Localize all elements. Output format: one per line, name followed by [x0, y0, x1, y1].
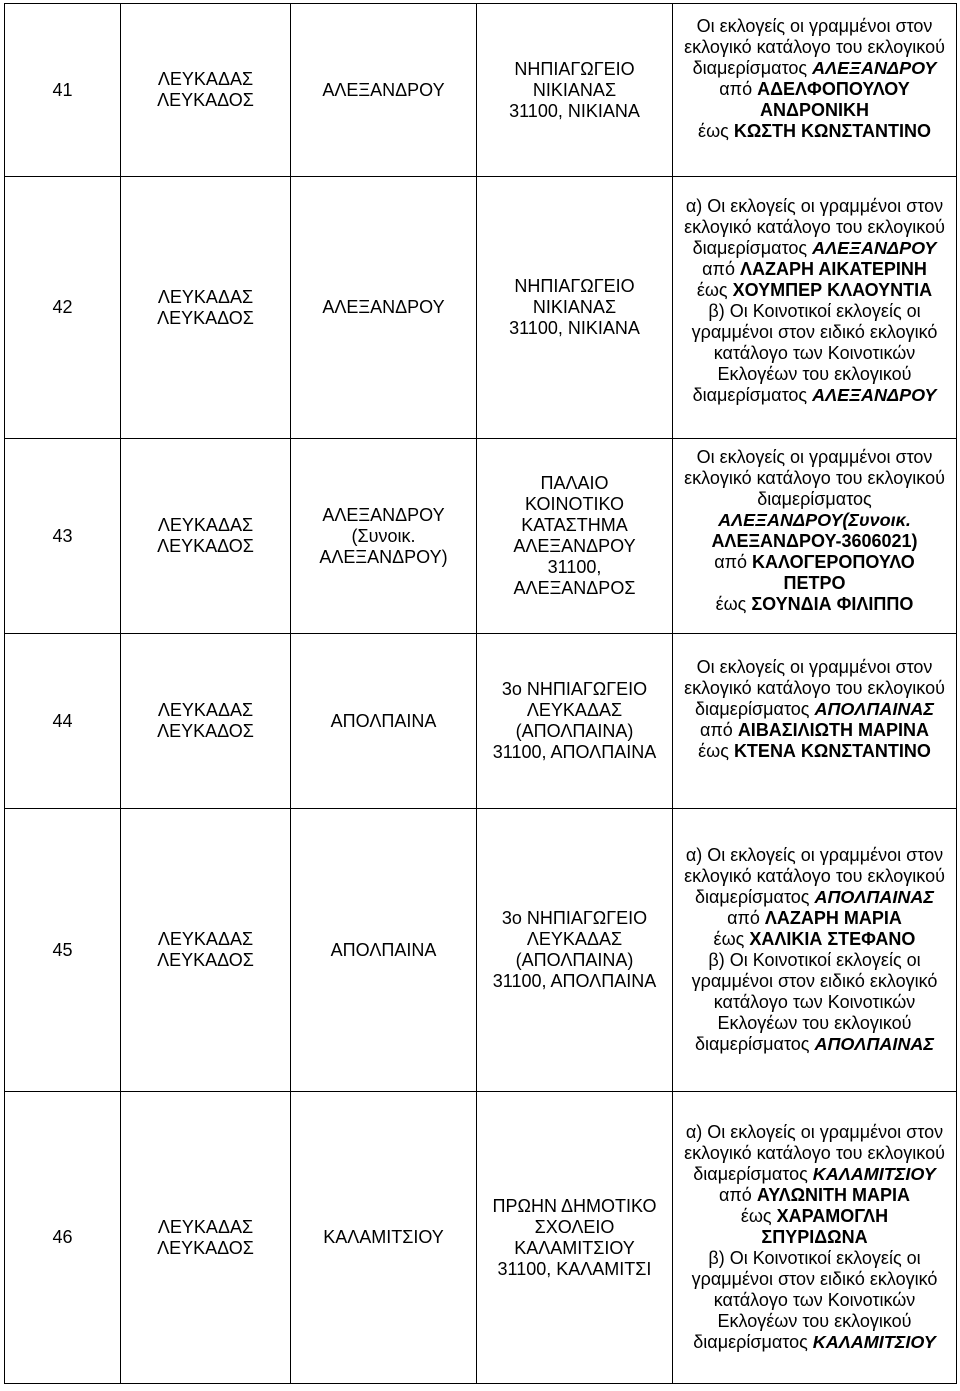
prefecture-cell — [121, 809, 291, 1092]
polling-station-cell — [477, 634, 673, 809]
voters-line — [675, 594, 954, 615]
section-number: 46 — [52, 1227, 73, 1247]
voters-line: Εκλογέων του εκλογικού — [717, 1311, 912, 1331]
polling-station-line: ΣΧΟΛΕΙΟ — [534, 1216, 615, 1237]
voters-text: από — [727, 908, 760, 928]
prefecture-line: ΛΕΥΚΑΔΑΣ — [157, 700, 254, 720]
voters-line — [675, 929, 954, 950]
voters-line: εκλογικό κατάλογο του εκλογικού — [684, 678, 945, 698]
prefecture-line: ΛΕΥΚΑΔΟΣ — [157, 307, 254, 328]
polling-station-line: ΑΛΕΞΑΝΔΡΟΣ — [513, 578, 636, 598]
section-number: 45 — [52, 939, 73, 960]
voters-line: κατάλογο των Κοινοτικών — [713, 342, 916, 363]
prefecture-line: ΛΕΥΚΑΔΟΣ — [157, 536, 254, 556]
section-number: 44 — [52, 710, 73, 731]
municipal-section-line: ΑΠΟΛΠΑΙΝΑ — [330, 939, 437, 960]
polling-station-line: ΝΗΠΙΑΓΩΓΕΙΟ — [514, 58, 635, 79]
voters-line — [675, 887, 954, 908]
voters-line: εκλογικό κατάλογο του εκλογικού — [684, 37, 945, 57]
prefecture-line: ΛΕΥΚΑΔΟΣ — [157, 950, 254, 970]
section-number-cell — [5, 809, 121, 1092]
voter-name: ΑΝΔΡΟΝΙΚΗ — [760, 100, 869, 120]
voter-name: ΛΑΖΑΡΗ ΑΙΚΑΤΕΡΙΝΗ — [740, 258, 927, 279]
voter-name: ΧΑΛΙΚΙΑ ΣΤΕΦΑΝΟ — [749, 929, 916, 949]
prefecture-cell — [121, 1092, 291, 1384]
polling-stations-table — [4, 3, 957, 1384]
voters-text: διαμερίσματος — [695, 699, 810, 719]
municipal-section-cell — [291, 634, 477, 809]
polling-station-cell — [477, 1092, 673, 1384]
municipal-section-line: ΑΛΕΞΑΝΔΡΟΥ) — [319, 546, 448, 567]
voters-line: α) Οι εκλογείς οι γραμμένοι στον — [685, 1122, 944, 1142]
voters-cell — [673, 809, 957, 1092]
polling-station-line: ΚΑΤΑΣΤΗΜΑ — [521, 515, 628, 535]
voters-text: από — [718, 1185, 752, 1205]
voters-line — [675, 699, 954, 720]
voter-name: ΑΙΒΑΣΙΛΙΩΤΗ ΜΑΡΙΝΑ — [737, 720, 930, 740]
voters-line — [675, 1332, 954, 1353]
voter-name: ΣΠΥΡΙΔΩΝΑ — [761, 1227, 868, 1247]
voters-text: έως — [698, 121, 729, 141]
prefecture-line: ΛΕΥΚΑΔΑΣ — [157, 515, 254, 535]
municipal-section-cell — [291, 177, 477, 439]
polling-station-line: 3ο ΝΗΠΙΑΓΩΓΕΙΟ — [501, 908, 648, 928]
voters-line: Οι εκλογείς οι γραμμένοι στον — [696, 657, 933, 677]
polling-station-line: 31100, ΑΠΟΛΠΑΙΝΑ — [492, 742, 657, 762]
polling-station-line: ΝΙΚΙΑΝΑΣ — [532, 79, 617, 100]
polling-station-cell — [477, 809, 673, 1092]
voters-line — [675, 1185, 954, 1206]
section-number-cell — [5, 1092, 121, 1384]
table-row — [5, 634, 957, 809]
polling-station-line: ΑΛΕΞΑΝΔΡΟΥ — [513, 536, 636, 556]
voters-line: εκλογικό κατάλογο του εκλογικού — [684, 216, 945, 237]
voters-line — [675, 552, 954, 573]
voters-line: Εκλογέων του εκλογικού — [717, 1013, 912, 1033]
voter-name: ΑΥΛΩΝΙΤΗ ΜΑΡΙΑ — [756, 1185, 911, 1205]
voter-name: ΚΑΛΟΓΕΡΟΠΟΥΛΟ — [752, 552, 915, 572]
voter-name: ΠΕΤΡΟ — [783, 573, 846, 593]
section-number: 42 — [52, 297, 73, 317]
municipal-section-cell — [291, 809, 477, 1092]
voters-line: γραμμένοι στον ειδικό εκλογικό — [691, 1269, 938, 1289]
polling-station-line: ΠΡΩΗΝ ΔΗΜΟΤΙΚΟ — [492, 1195, 657, 1216]
prefecture-cell — [121, 177, 291, 439]
prefecture-line: ΛΕΥΚΑΔΟΣ — [157, 721, 254, 741]
voters-text: διαμερίσματος — [692, 237, 808, 258]
voters-line — [675, 908, 954, 929]
municipal-section-line: (Συνοικ. — [351, 525, 416, 546]
voters-line — [675, 58, 954, 79]
voter-name: ΛΑΖΑΡΗ ΜΑΡΙΑ — [764, 908, 902, 928]
municipal-section-line: ΑΛΕΞΑΝΔΡΟΥ — [322, 79, 445, 100]
municipal-section-cell — [291, 439, 477, 634]
table-row — [5, 1092, 957, 1384]
polling-station-line: ΚΟΙΝΟΤΙΚΟ — [525, 494, 624, 514]
prefecture-cell — [121, 634, 291, 809]
voters-line: κατάλογο των Κοινοτικών — [713, 992, 916, 1012]
voters-line: α) Οι εκλογείς οι γραμμένοι στον — [685, 195, 944, 216]
polling-station-line: (ΑΠΟΛΠΑΙΝΑ) — [515, 721, 634, 741]
section-name: ΑΠΟΛΠΑΙΝΑΣ — [814, 887, 934, 907]
voters-line: εκλογικό κατάλογο του εκλογικού — [684, 866, 945, 886]
voters-cell — [673, 439, 957, 634]
voters-cell — [673, 4, 957, 177]
polling-station-line: ΠΑΛΑΙΟ — [540, 473, 609, 493]
polling-station-line: ΝΗΠΙΑΓΩΓΕΙΟ — [514, 276, 635, 296]
section-name: ΑΛΕΞΑΝΔΡΟΥ(Συνοικ. — [718, 510, 911, 530]
polling-station-cell — [477, 4, 673, 177]
voters-line — [675, 741, 954, 762]
voter-name: ΧΟΥΜΠΕΡ ΚΛΑΟΥΝΤΙΑ — [732, 279, 933, 300]
voters-text: έως — [713, 929, 745, 949]
voters-line: β) Οι Κοινοτικοί εκλογείς οι — [708, 300, 921, 321]
prefecture-line: ΛΕΥΚΑΔΟΣ — [157, 90, 254, 110]
polling-station-cell — [477, 439, 673, 634]
voters-text: διαμερίσματος — [695, 887, 810, 907]
voters-line: γραμμένοι στον ειδικό εκλογικό — [691, 321, 938, 342]
voters-line — [675, 1206, 954, 1227]
voters-text: έως — [698, 741, 729, 761]
voters-text: από — [719, 79, 753, 99]
voters-line: Οι εκλογείς οι γραμμένοι στον — [696, 16, 933, 36]
municipal-section-cell — [291, 1092, 477, 1384]
section-name: ΑΛΕΞΑΝΔΡΟΥ — [812, 58, 937, 78]
table-row — [5, 809, 957, 1092]
voters-text: έως — [696, 279, 728, 300]
voters-line: κατάλογο των Κοινοτικών — [713, 1290, 916, 1310]
voters-line — [675, 1034, 954, 1055]
voters-line — [675, 238, 954, 259]
voters-cell — [673, 1092, 957, 1384]
voter-name: ΚΩΣΤΗ ΚΩΝΣΤΑΝΤΙΝΟ — [733, 121, 931, 141]
prefecture-cell — [121, 4, 291, 177]
municipal-section-line: ΑΠΟΛΠΑΙΝΑ — [330, 710, 437, 731]
voters-line — [675, 79, 954, 100]
section-number-cell — [5, 439, 121, 634]
voters-line: γραμμένοι στον ειδικό εκλογικό — [691, 971, 938, 991]
polling-station-line: 3ο ΝΗΠΙΑΓΩΓΕΙΟ — [501, 679, 648, 699]
voters-line — [675, 720, 954, 741]
section-number-cell — [5, 634, 121, 809]
prefecture-line: ΛΕΥΚΑΔΑΣ — [157, 69, 254, 89]
section-name: ΑΛΕΞΑΝΔΡΟΥ — [812, 237, 937, 258]
polling-station-line: 31100, ΑΠΟΛΠΑΙΝΑ — [492, 971, 657, 991]
section-name: ΚΑΛΑΜΙΤΣΙΟΥ — [812, 1164, 936, 1184]
section-code: ΑΛΕΞΑΝΔΡΟΥ-3606021) — [711, 531, 918, 551]
polling-station-line: ΛΕΥΚΑΔΑΣ — [526, 700, 623, 720]
voters-text: διαμερίσματος — [692, 384, 808, 405]
section-name: ΑΠΟΛΠΑΙΝΑΣ — [814, 1034, 934, 1054]
voters-text: διαμερίσματος — [693, 1332, 808, 1352]
voters-line: Οι εκλογείς οι γραμμένοι στον — [696, 447, 933, 467]
polling-station-cell — [477, 177, 673, 439]
voters-line — [675, 259, 954, 280]
prefecture-line: ΛΕΥΚΑΔΑΣ — [157, 286, 254, 307]
voters-line: α) Οι εκλογείς οι γραμμένοι στον — [685, 845, 944, 865]
voters-text: από — [699, 720, 733, 740]
voter-name: ΚΤΕΝΑ ΚΩΝΣΤΑΝΤΙΝΟ — [733, 741, 931, 761]
voters-text: έως — [715, 594, 747, 614]
voter-name: ΑΔΕΛΦΟΠΟΥΛΟΥ — [757, 79, 910, 99]
voter-name: ΣΟΥΝΔΙΑ ΦΙΛΙΠΠΟ — [751, 594, 914, 614]
voter-name: ΧΑΡΑΜΟΓΛΗ — [776, 1206, 889, 1226]
voters-text: διαμερίσματος — [692, 58, 808, 78]
section-number: 41 — [52, 79, 73, 100]
voters-cell — [673, 177, 957, 439]
table-row — [5, 4, 957, 177]
polling-station-line: (ΑΠΟΛΠΑΙΝΑ) — [515, 950, 634, 970]
voters-line: Εκλογέων του εκλογικού — [717, 363, 912, 384]
polling-station-line: 31100, — [547, 557, 602, 577]
municipal-section-line: ΑΛΕΞΑΝΔΡΟΥ — [322, 504, 445, 525]
prefecture-line: ΛΕΥΚΑΔΑΣ — [157, 929, 254, 949]
municipal-section-cell — [291, 4, 477, 177]
voters-line: εκλογικό κατάλογο του εκλογικού — [684, 1143, 945, 1163]
section-number-cell — [5, 177, 121, 439]
voters-line: εκλογικό κατάλογο του εκλογικού — [684, 468, 945, 488]
voters-text: διαμερίσματος — [693, 1164, 808, 1184]
section-name: ΑΛΕΞΑΝΔΡΟΥ — [812, 384, 937, 405]
polling-station-line: ΛΕΥΚΑΔΑΣ — [526, 929, 623, 949]
voters-line — [675, 385, 954, 406]
voters-text: από — [714, 552, 748, 572]
prefecture-line: ΛΕΥΚΑΔΑΣ — [157, 1216, 254, 1237]
polling-station-line: 31100, ΝΙΚΙΑΝΑ — [509, 100, 640, 121]
polling-station-line: 31100, ΚΑΛΑΜΙΤΣΙ — [497, 1258, 652, 1279]
voters-line: διαμερίσματος — [757, 489, 872, 509]
municipal-section-line: ΚΑΛΑΜΙΤΣΙΟΥ — [323, 1227, 444, 1247]
prefecture-line: ΛΕΥΚΑΔΟΣ — [157, 1237, 254, 1258]
section-name: ΑΠΟΛΠΑΙΝΑΣ — [814, 699, 934, 719]
voters-line — [675, 280, 954, 301]
polling-station-line: ΝΙΚΙΑΝΑΣ — [532, 297, 617, 317]
voters-line: β) Οι Κοινοτικοί εκλογείς οι — [708, 950, 921, 970]
voters-text: από — [702, 258, 735, 279]
voters-cell — [673, 634, 957, 809]
table-row — [5, 439, 957, 634]
polling-station-line: ΚΑΛΑΜΙΤΣΙΟΥ — [514, 1237, 635, 1258]
section-name: ΚΑΛΑΜΙΤΣΙΟΥ — [812, 1332, 936, 1352]
voters-line: β) Οι Κοινοτικοί εκλογείς οι — [708, 1248, 921, 1268]
voters-text: διαμερίσματος — [695, 1034, 810, 1054]
section-number-cell — [5, 4, 121, 177]
polling-station-line: 31100, ΝΙΚΙΑΝΑ — [509, 318, 640, 338]
section-number: 43 — [52, 525, 73, 546]
table-row — [5, 177, 957, 439]
municipal-section-line: ΑΛΕΞΑΝΔΡΟΥ — [322, 297, 445, 317]
voters-line — [675, 1164, 954, 1185]
voters-text: έως — [740, 1206, 772, 1226]
voters-line — [675, 121, 954, 142]
prefecture-cell — [121, 439, 291, 634]
